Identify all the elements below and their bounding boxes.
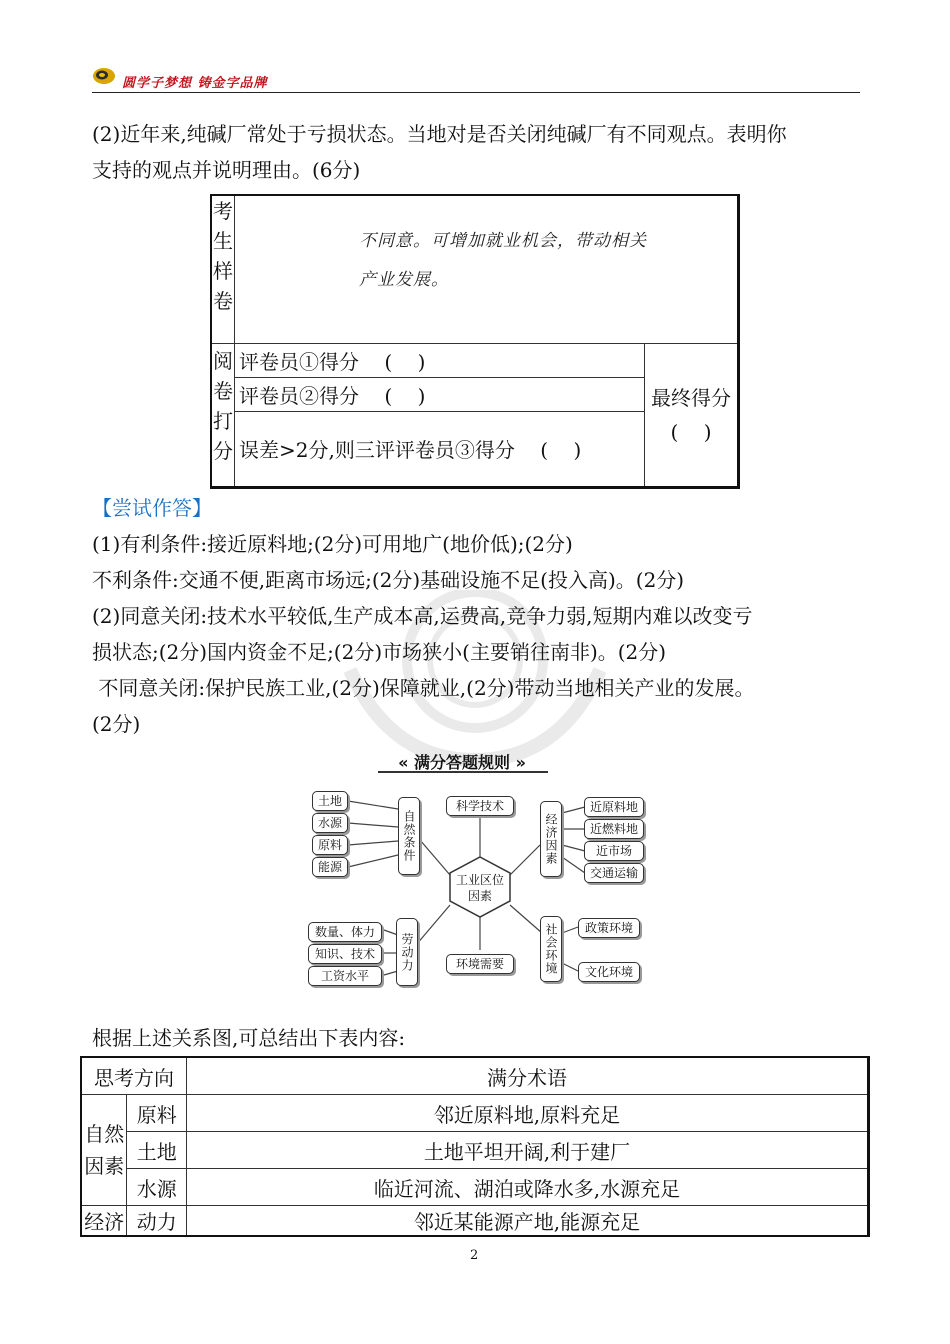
handwriting-line-2: 产业发展。: [359, 270, 449, 290]
econ-group-cell: 经济: [81, 1206, 127, 1237]
econ-item-market: 近市场: [584, 841, 644, 861]
row-factor: 原料: [127, 1095, 187, 1132]
header-terms: 满分术语: [187, 1057, 869, 1095]
answer-line-5: 不同意关闭:保护民族工业,(2分)保障就业,(2分)带动当地相关产业的发展。: [92, 676, 755, 700]
answer-line-6: (2分): [92, 712, 141, 736]
econ-item-fuel: 近燃料地: [584, 819, 644, 839]
logo-icon: [92, 66, 116, 86]
final-score-value: ( ): [670, 419, 712, 444]
labor-group-box: 劳动力: [396, 918, 418, 986]
tech-box: 科学技术: [446, 796, 514, 816]
grader-3-score: 误差>2分,则三评评卷员③得分 ( ): [235, 411, 645, 487]
econ-item-transport: 交通运输: [584, 863, 644, 883]
row-factor: 动力: [127, 1206, 187, 1237]
answer-heading: 【尝试作答】: [92, 496, 212, 520]
grading-label-char: 卷: [213, 378, 233, 403]
natural-group-box: 自然条件: [398, 797, 420, 875]
handwritten-answer: [235, 195, 739, 343]
grader-1-score: 评卷员①得分 ( ): [235, 343, 645, 377]
header-slogan: 圆学子梦想 铸金字品牌: [122, 76, 268, 91]
header-direction: 思考方向: [81, 1057, 187, 1095]
diagram-title-text: 满分答题规则: [413, 753, 510, 772]
natural-group-cell: 自然因素: [81, 1095, 127, 1206]
summary-intro: 根据上述关系图,可总结出下表内容:: [92, 1026, 406, 1050]
row-term: 邻近某能源产地,能源充足: [187, 1206, 869, 1237]
handwriting-line-1: 不同意。可增加就业机会，带动相关: [359, 231, 647, 251]
sample-label-char: 卷: [213, 289, 233, 313]
sample-label-char: 考: [213, 199, 233, 223]
labor-item-quantity: 数量、体力: [308, 922, 382, 942]
answer-line-1: (1)有利条件:接近原料地;(2分)可用地广(地价低);(2分): [92, 532, 573, 556]
sample-label-char: 生: [213, 229, 233, 253]
grading-label-char: 阅: [213, 348, 233, 373]
diagram-title: [372, 750, 552, 773]
econ-group-box: 经济因素: [540, 801, 562, 877]
terms-table: [80, 1056, 870, 1237]
sample-answer-table: [210, 194, 740, 489]
natural-item-material: 原料: [312, 835, 348, 855]
natural-item-water: 水源: [312, 813, 348, 833]
social-item-culture: 文化环境: [578, 962, 640, 982]
answer-line-4: 损状态;(2分)国内资金不足;(2分)市场狭小(主要销往南非)。(2分): [92, 640, 667, 664]
social-item-policy: 政策环境: [578, 918, 640, 938]
natural-item-energy: 能源: [312, 857, 348, 877]
econ-item-material: 近原料地: [584, 797, 644, 817]
title-left-ornament: «: [398, 753, 409, 772]
sample-label-char: 样: [213, 259, 233, 283]
row-term: 土地平坦开阔,利于建厂: [187, 1132, 869, 1169]
grading-label-char: 分: [213, 438, 233, 463]
page-number: 2: [470, 1248, 479, 1263]
row-factor: 土地: [127, 1132, 187, 1169]
answer-line-3: (2)同意关闭:技术水平较低,生产成本高,运费高,竞争力弱,短期内难以改变亏: [92, 604, 753, 628]
row-factor: 水源: [127, 1169, 187, 1206]
row-term: 临近河流、湖泊或降水多,水源充足: [187, 1169, 869, 1206]
labor-item-wage: 工资水平: [308, 966, 382, 986]
env-box: 环境需要: [446, 954, 514, 974]
social-group-box: 社会环境: [540, 916, 562, 982]
diagram-center-label: 工业区位因素: [455, 873, 504, 903]
header-divider: [92, 92, 860, 93]
sample-label-cell: [211, 195, 235, 343]
question-line-1: (2)近年来,纯碱厂常处于亏损状态。当地对是否关闭纯碱厂有不同观点。表明你: [92, 122, 787, 146]
answer-line-2: 不利条件:交通不便,距离市场远;(2分)基础设施不足(投入高)。(2分): [92, 568, 685, 592]
diagram-title-underline: [378, 771, 548, 773]
final-score-cell: [645, 343, 739, 487]
grader-2-score: 评卷员②得分 ( ): [235, 377, 645, 411]
grading-label-char: 打: [213, 408, 233, 433]
labor-item-knowledge: 知识、技术: [308, 944, 382, 964]
natural-item-land: 土地: [312, 791, 348, 811]
final-score-label: 最终得分: [651, 385, 731, 410]
grading-label-cell: [211, 343, 235, 487]
title-right-ornament: »: [515, 753, 526, 772]
question-line-2: 支持的观点并说明理由。(6分): [92, 158, 361, 182]
row-term: 邻近原料地,原料充足: [187, 1095, 869, 1132]
